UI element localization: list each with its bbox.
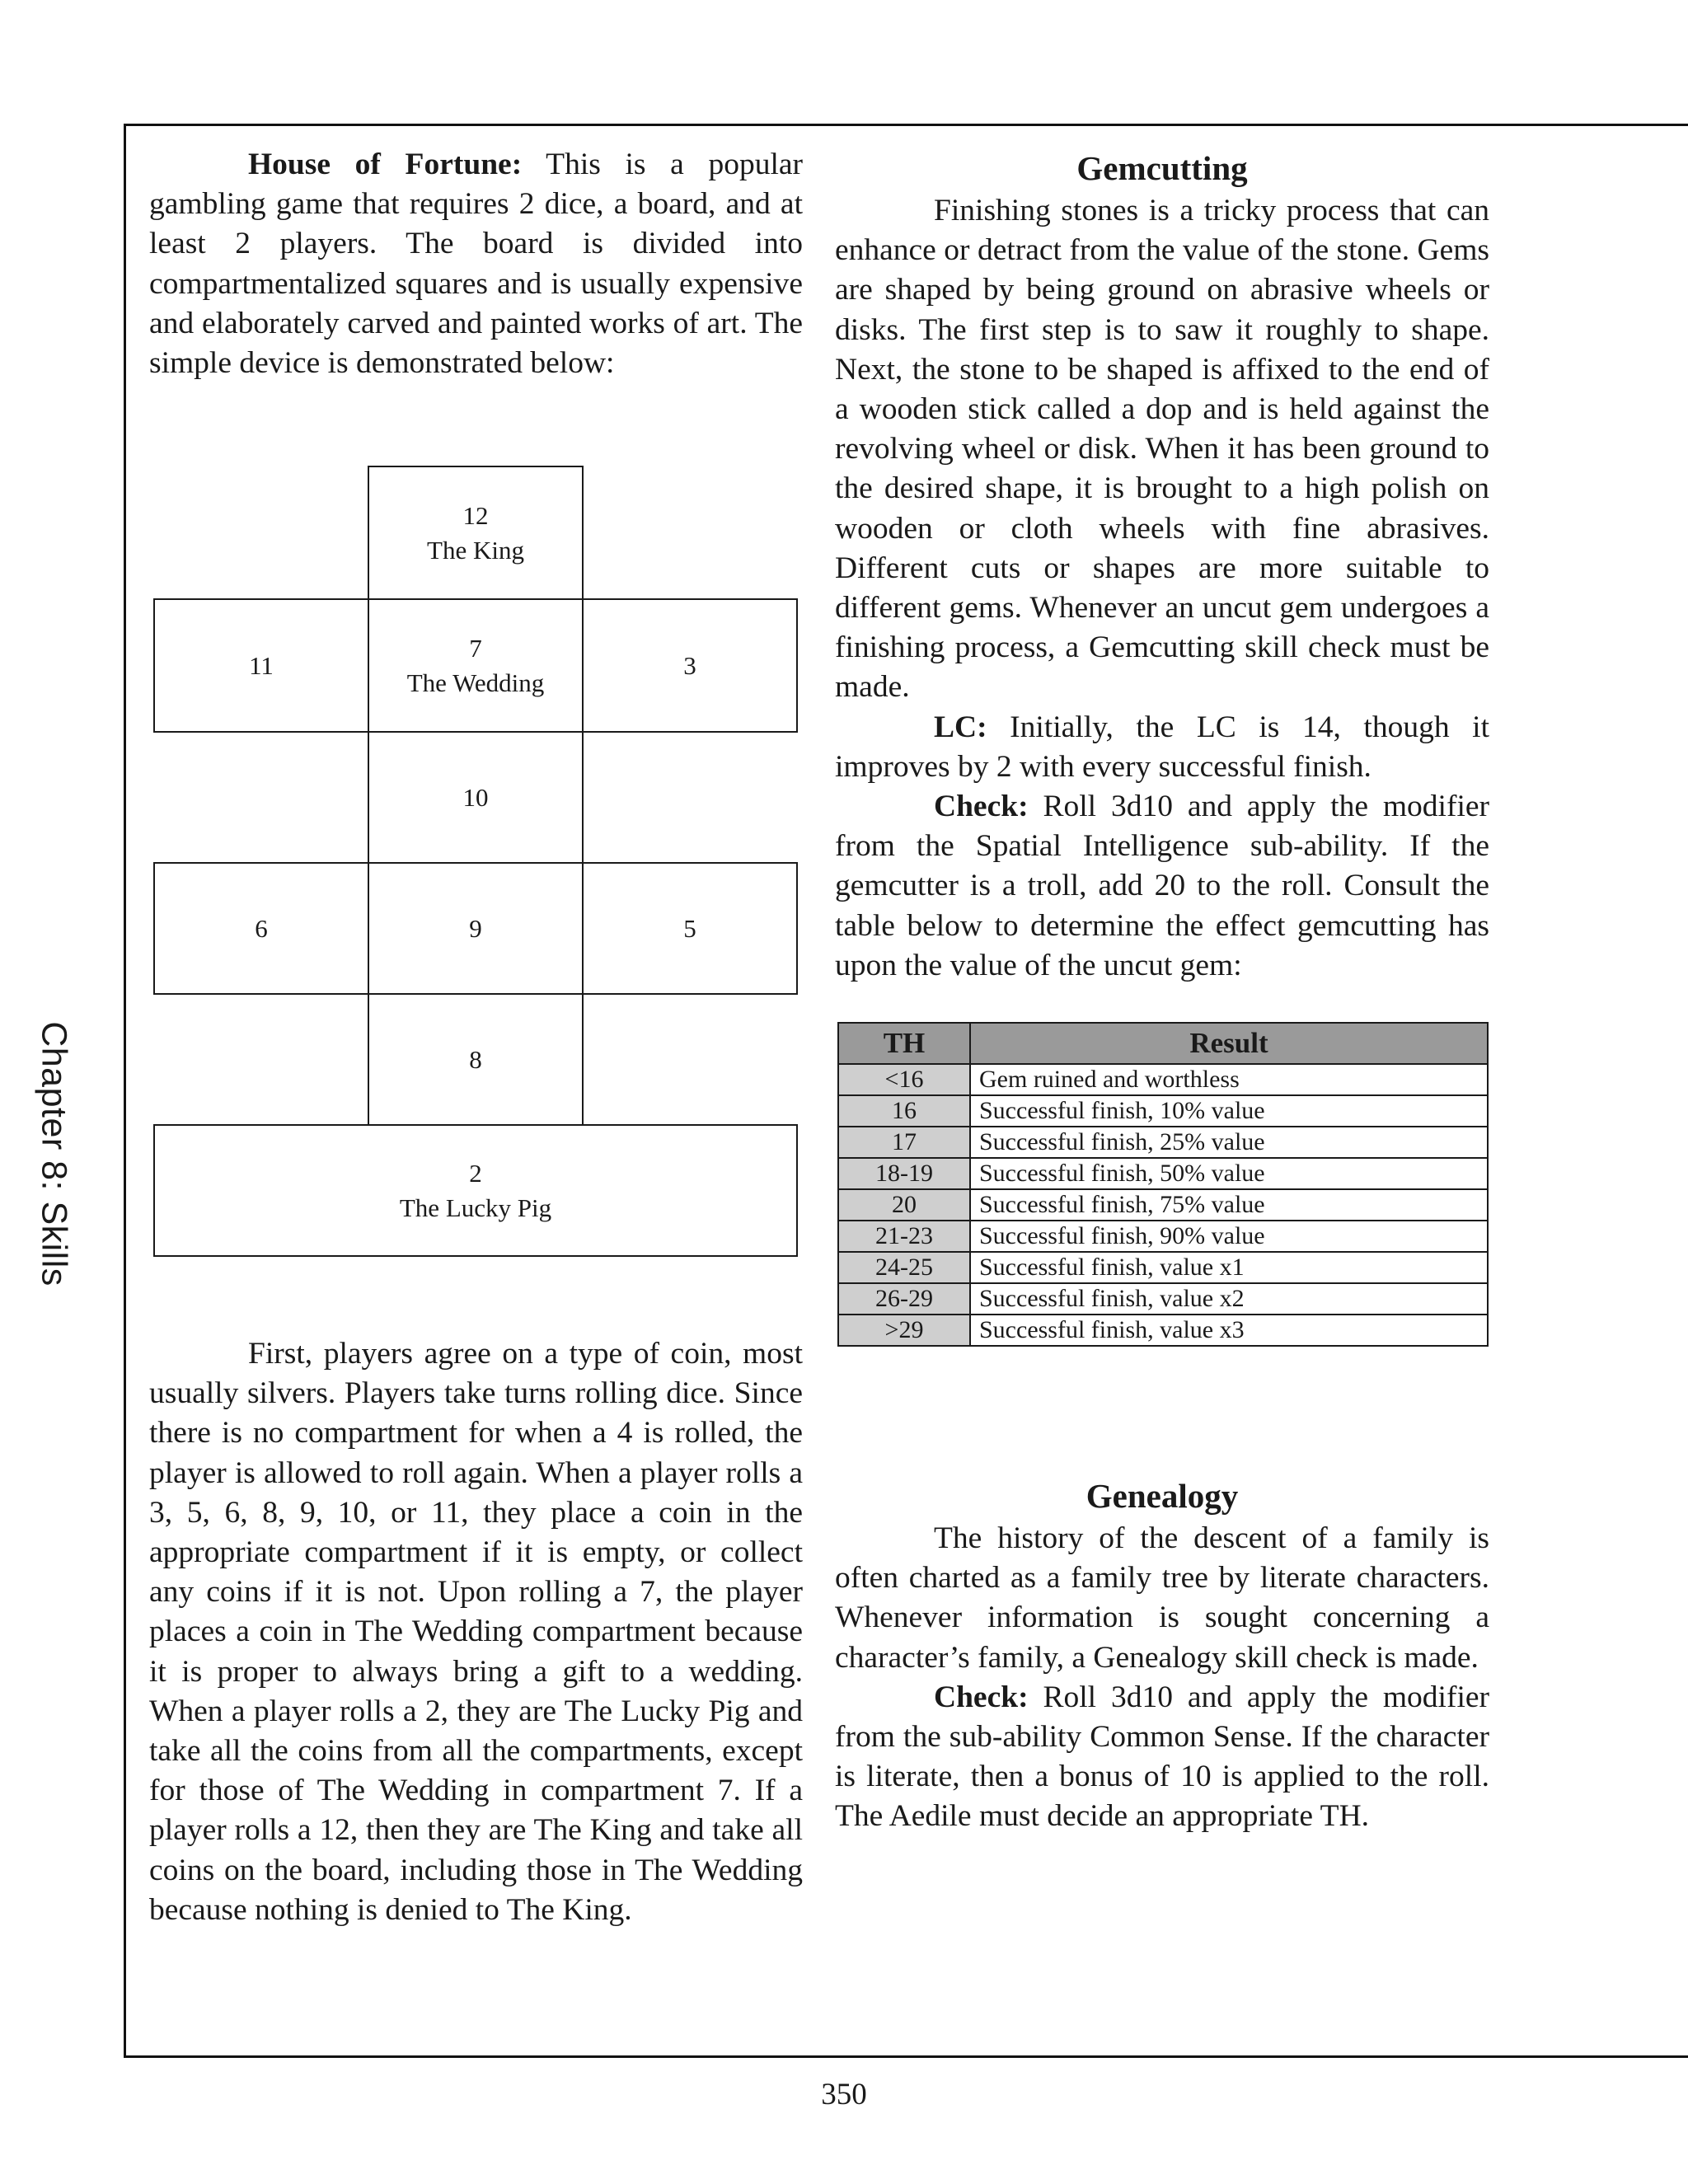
board-cell-9 [368, 862, 584, 995]
table-row [838, 1064, 1488, 1095]
board-cell-12-name: The King [427, 535, 524, 565]
table-cell-result: Gem ruined and worthless [970, 1064, 1488, 1095]
page-number: 350 [821, 2078, 867, 2111]
genealogy-body: The history of the descent of a family is often charted as a family tree by literate characters. Whenever information is sought concerning a character’s family, a Genealogy skill check is made. [835, 1521, 1489, 1675]
gemcutting-check-text: Roll 3d10 and apply the modifier from the Spatial Intelligence sub-ability. If the gemcutter is a troll, add 20 to the roll. Consult the table below to determine the effect gemcutting has upon the value of the uncut gem: [835, 790, 1489, 982]
board-cell-6 [153, 862, 369, 995]
board-cell-10-number: 10 [462, 782, 489, 812]
house-of-fortune-text: This is a popular gambling game that requires 2 dice, a board, and at least 2 players. The board is divided into compartmentalized squares and is usually expensive and elaborately carved and painted works of art. The simple device is demonstrated below: [149, 148, 803, 381]
board-cell-8-number: 8 [469, 1044, 482, 1074]
table-cell-result: Successful finish, 10% value [970, 1095, 1488, 1127]
table-row [838, 1095, 1488, 1127]
board-cell-2-name: The Lucky Pig [399, 1193, 552, 1222]
table-row [838, 1189, 1488, 1221]
table-cell-th: 18-19 [838, 1158, 970, 1189]
genealogy-check-text: Roll 3d10 and apply the modifier from the sub-ability Common Sense. If the character is literate, then a bonus of 10 is applied to the roll. The Aedile must decide an appropriate TH. [835, 1680, 1489, 1834]
table-cell-result: Successful finish, value x2 [970, 1283, 1488, 1315]
table-header-result: Result [970, 1023, 1488, 1064]
genealogy-check-label: Check: [934, 1680, 1029, 1714]
house-of-fortune-label: House of Fortune: [248, 148, 523, 181]
frame-top-line [124, 124, 1688, 126]
board-cell-11-number: 11 [249, 650, 274, 680]
table-cell-result: Successful finish, 25% value [970, 1127, 1488, 1158]
chapter-title: Chapter 8: Skills [34, 1021, 74, 1286]
table-row [838, 1283, 1488, 1315]
house-of-fortune-rules-text: First, players agree on a type of coin, most usually silvers. Players take turns rolling dice. Since there is no compartment for when a 4 is rolled, the player is allowed to roll again. When a player rolls a 3, 5, 6, 8, 9, 10, or 11, they place a coin in the appropriate compartment if it is empty, or collect any coins if it is not. Upon rolling a 7, the player places a coin in The Wedding compartment because it is proper to always bring a gift to a wedding. When a player rolls a 2, they are The Lucky Pig and take all the coins from all the compartments, except for those of The Wedding in compartment 7. If a player rolls a 12, then they are The King and take all coins on the board, including those in The Wedding because nothing is denied to The King. [149, 1337, 803, 1927]
genealogy-section [835, 1473, 1489, 1837]
gemcutting-table [837, 1022, 1489, 1347]
house-of-fortune-intro [149, 145, 803, 383]
board-cell-5 [582, 862, 798, 995]
gemcutting-body: Finishing stones is a tricky process that can enhance or detract from the value of the stone. Gems are shaped by being ground on abrasive wheels or disks. The first step is to saw it roughly to shape. Next, the stone to be shaped is affixed to the end of a wooden stick called a dop and is held against the revolving wheel or disk. When it has been ground to the desired shape, it is brought to a high polish on wooden or cloth wheels with fine abrasives. Different cuts or shapes are more suitable to different gems. Whenever an uncut gem undergoes a finishing process, a Gemcutting skill check must be made. [835, 194, 1489, 705]
board-cell-2-number: 2 [469, 1158, 482, 1188]
board-cell-5-number: 5 [683, 913, 696, 943]
board-cell-3 [582, 598, 798, 733]
table-cell-result: Successful finish, 50% value [970, 1158, 1488, 1189]
table-header-th: TH [838, 1023, 970, 1064]
table-cell-th: >29 [838, 1315, 970, 1346]
table-cell-th: 17 [838, 1127, 970, 1158]
table-cell-result: Successful finish, value x1 [970, 1252, 1488, 1283]
table-cell-th: 16 [838, 1095, 970, 1127]
table-cell-th: 21-23 [838, 1221, 970, 1252]
table-cell-result: Successful finish, value x3 [970, 1315, 1488, 1346]
house-of-fortune-board [153, 466, 798, 1257]
table-cell-result: Successful finish, 90% value [970, 1221, 1488, 1252]
gemcutting-lc-label: LC: [934, 710, 987, 744]
gemcutting-lc-text: Initially, the LC is 14, though it improves by 2 with every successful finish. [835, 710, 1489, 784]
table-row [838, 1252, 1488, 1283]
board-cell-11 [153, 598, 369, 733]
board-cell-12-number: 12 [462, 500, 489, 530]
table-cell-th: 20 [838, 1189, 970, 1221]
house-of-fortune-rules [149, 1334, 803, 1930]
board-cell-2 [153, 1124, 798, 1257]
frame-bottom-line [124, 2055, 1688, 2058]
board-cell-8 [368, 993, 584, 1126]
gemcutting-section [835, 145, 1489, 986]
genealogy-heading: Genealogy [1085, 1477, 1239, 1515]
board-cell-12 [368, 466, 584, 600]
table-row [838, 1158, 1488, 1189]
table-cell-th: <16 [838, 1064, 970, 1095]
board-cell-9-number: 9 [469, 913, 482, 943]
table-header-row [838, 1023, 1488, 1064]
board-cell-7-number: 7 [469, 633, 482, 663]
board-cell-7-name: The Wedding [406, 668, 545, 697]
table-row [838, 1315, 1488, 1346]
table-row [838, 1221, 1488, 1252]
gemcutting-heading: Gemcutting [1076, 149, 1248, 187]
frame-left-line [124, 124, 126, 2058]
board-cell-6-number: 6 [255, 913, 268, 943]
gemcutting-check-label: Check: [934, 790, 1029, 824]
board-cell-3-number: 3 [683, 650, 696, 680]
board-cell-7 [368, 598, 584, 733]
table-cell-result: Successful finish, 75% value [970, 1189, 1488, 1221]
table-cell-th: 26-29 [838, 1283, 970, 1315]
board-cell-10 [368, 731, 584, 864]
table-row [838, 1127, 1488, 1158]
table-cell-th: 24-25 [838, 1252, 970, 1283]
